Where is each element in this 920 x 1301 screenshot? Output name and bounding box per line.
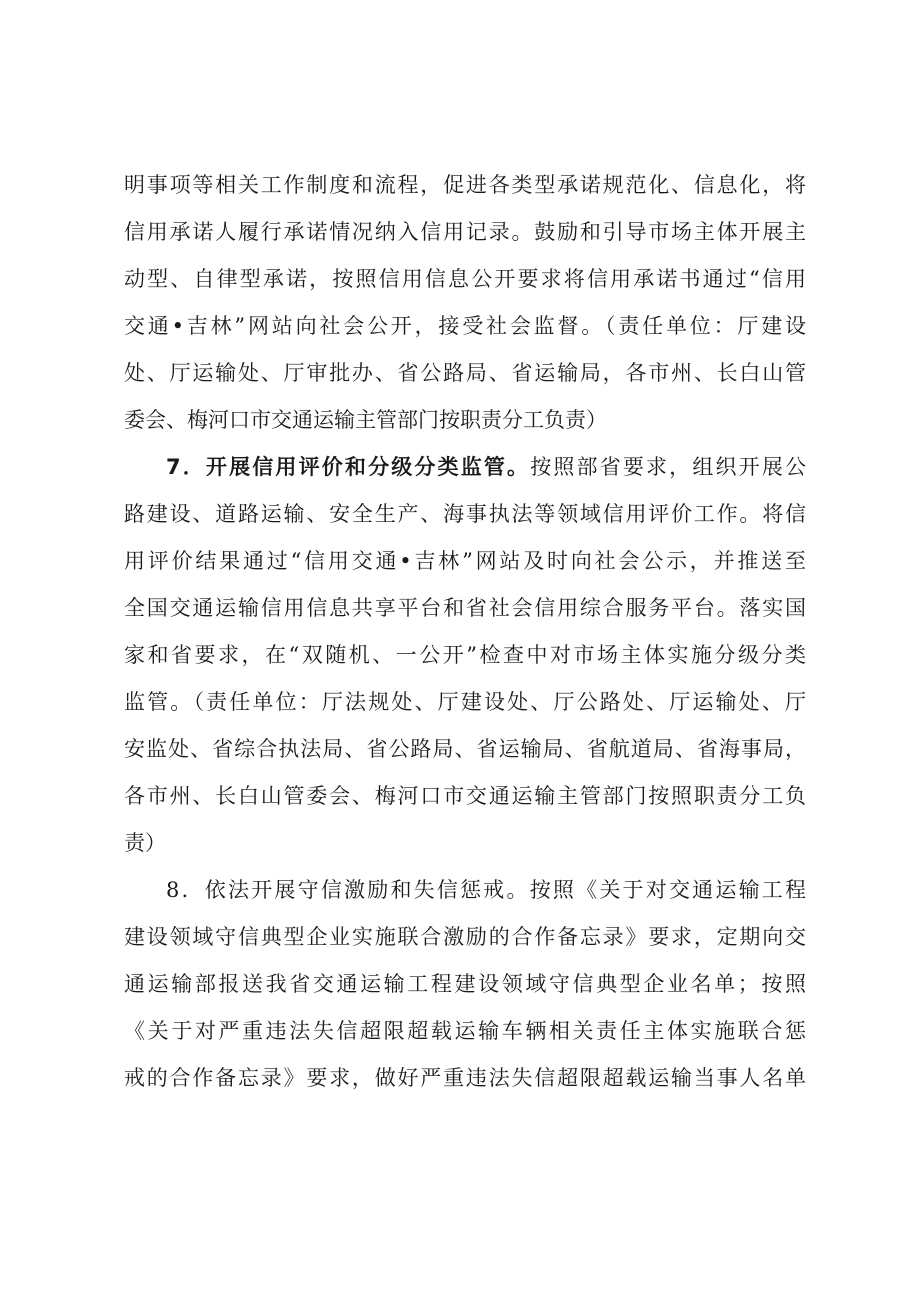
paragraph-line: 家和省要求，在“双随机、一公开”检查中对市场主体实施分级分类 (124, 643, 806, 667)
paragraph-line: 全国交通运输信用信息共享平台和省社会信用综合服务平台。落实国 (124, 596, 806, 620)
paragraph-line: 建设领域守信典型企业实施联合激励的合作备忘录》要求，定期向交 (124, 925, 806, 949)
paragraph-line: 处、厅运输处、厅审批办、省公路局、省运输局，各市州、长白山管 (124, 361, 806, 385)
paragraph-line: 责） (124, 831, 166, 855)
paragraph-line: 交通•吉林”网站向社会公开，接受社会监督。（责任单位：厅建设 (124, 314, 806, 338)
paragraph-line: 信用承诺人履行承诺情况纳入信用记录。鼓励和引导市场主体开展主 (124, 220, 806, 244)
paragraph-line: 动型、自律型承诺，按照信用信息公开要求将信用承诺书通过“信用 (124, 267, 806, 291)
paragraph-line: 监管。（责任单位：厅法规处、厅建设处、厅公路处、厅运输处、厅 (124, 690, 806, 714)
paragraph-line: 明事项等相关工作制度和流程，促进各类型承诺规范化、信息化，将 (124, 173, 806, 197)
section-8-text: 按照《关于对交通运输工程 (529, 878, 806, 902)
paragraph-line: 路建设、道路运输、安全生产、海事执法等领域信用评价工作。将信 (124, 502, 806, 526)
paragraph-line: 用评价结果通过“信用交通•吉林”网站及时向社会公示，并推送至 (124, 549, 806, 573)
paragraph-line: 戒的合作备忘录》要求，做好严重违法失信超限超载运输当事人名单 (124, 1066, 806, 1090)
paragraph-line: 安监处、省综合执法局、省公路局、省运输局、省航道局、省海事局， (124, 737, 806, 761)
section-8-heading: 8．依法开展守信激励和失信惩戒。 (166, 878, 530, 902)
paragraph-line: 通运输部报送我省交通运输工程建设领域守信典型企业名单；按照 (124, 972, 806, 996)
section-7-heading: 7．开展信用评价和分级分类监管。 (166, 455, 531, 479)
paragraph-line: 《关于对严重违法失信超限超载运输车辆相关责任主体实施联合惩 (124, 1019, 806, 1043)
section-8-first-line (166, 876, 806, 904)
paragraph-line: 委会、梅河口市交通运输主管部门按职责分工负责） (124, 408, 607, 432)
paragraph-line: 各市州、长白山管委会、梅河口市交通运输主管部门按照职责分工负 (124, 784, 806, 808)
section-7-first-line (166, 453, 806, 481)
section-7-text: 按照部省要求，组织开展公 (530, 455, 806, 479)
